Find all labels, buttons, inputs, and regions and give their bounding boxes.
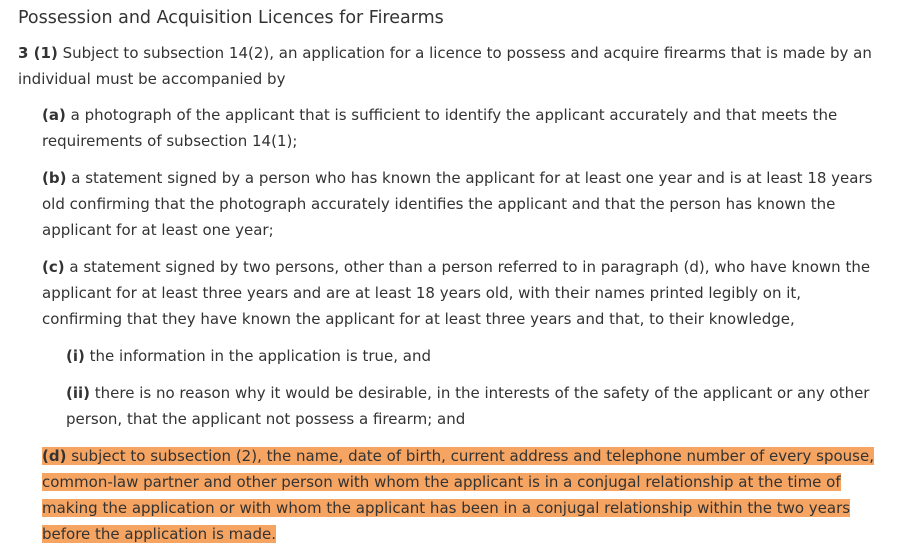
paragraph-b [42,165,884,243]
subparagraph-text: there is no reason why it would be desirable, in the interests of the safety of the applicant or any other person, that the applicant not possess a firearm; and [66,384,870,428]
subsection-label: 3 (1) [18,44,58,62]
paragraph-c [42,254,884,332]
paragraph-text: a statement signed by a person who has known the applicant for at least one year and is at least 18 years old confirming that the photograph accurately identifies the applicant and that the person has known the applicant for at least one year; [42,169,873,239]
subparagraph-text: the information in the application is true, and [89,347,431,365]
paragraph-d-highlighted [42,443,884,547]
paragraph-text: a photograph of the applicant that is sufficient to identify the applicant accurately and that meets the requirements of subsection 14(1); [42,106,838,150]
highlight-mark [42,447,874,543]
subparagraph-label: (i) [66,347,85,365]
section-heading: Possession and Acquisition Licences for Firearms [18,8,444,28]
paragraph-label: (b) [42,169,67,187]
subsection-3-1 [18,40,884,92]
paragraph-text: subject to subsection (2), the name, date of birth, current address and telephone number of every spouse, common-law partner and other person with whom the applicant is in a conjugal relationship at the time of making the application or with whom the applicant has been in a conjugal relationship within the two years before the application is made. [42,447,874,543]
subsection-text: Subject to subsection 14(2), an application for a licence to possess and acquire firearms that is made by an individual must be accompanied by [18,44,872,88]
paragraph-label: (c) [42,258,65,276]
paragraph-a [42,102,884,154]
subparagraph-label: (ii) [66,384,90,402]
subparagraph-i [66,343,884,369]
paragraph-label: (a) [42,106,66,124]
paragraph-text: a statement signed by two persons, other than a person referred to in paragraph (d), who have known the applicant for at least three years and are at least 18 years old, with their names printed legibly on it, confirming that they have known the applicant for at least three years and that, to their knowledge, [42,258,871,328]
paragraph-label: (d) [42,447,67,465]
subparagraph-ii [66,380,884,432]
